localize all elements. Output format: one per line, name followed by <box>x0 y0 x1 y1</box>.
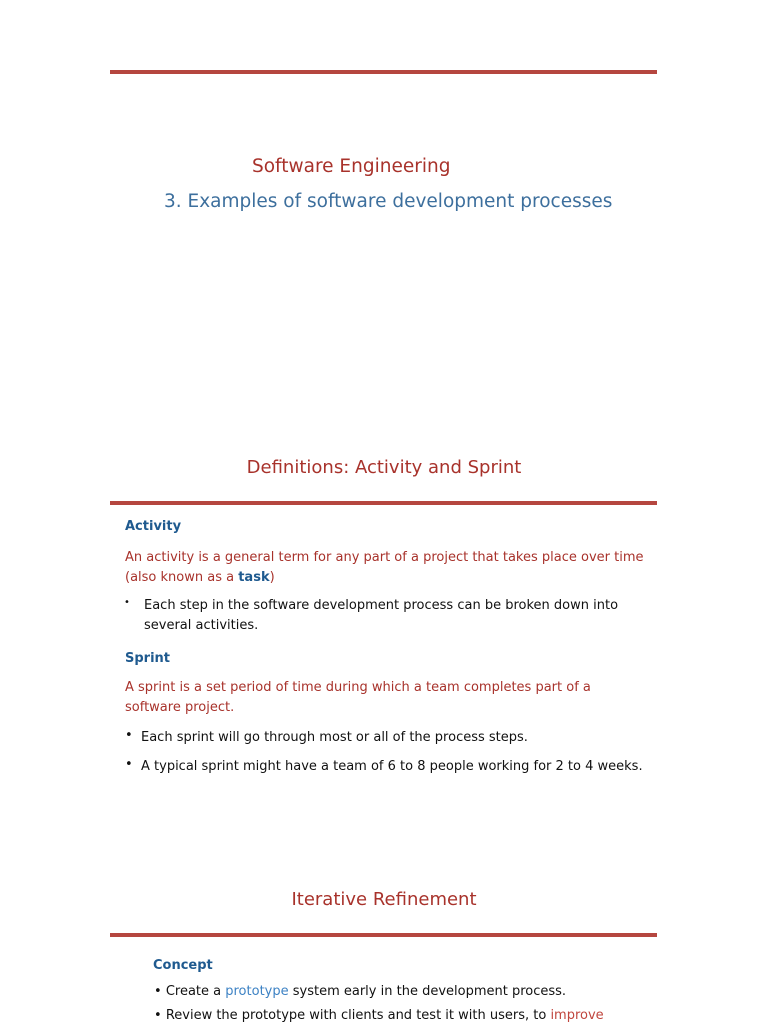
slide3-title: Iterative Refinement <box>291 889 477 910</box>
concept-heading: Concept <box>153 958 213 973</box>
concept-bullet1 <box>154 982 566 1002</box>
slide1-title: Software Engineering <box>252 156 451 177</box>
sprint-definition-line1: A sprint is a set period of time during which a team completes part of a <box>125 680 591 695</box>
activity-heading: Activity <box>125 519 182 534</box>
concept-bullet2-pre: Review the prototype with clients and test it with users, to <box>165 1008 551 1023</box>
task-term: task <box>238 570 270 585</box>
activity-definition-post: ) <box>269 570 275 585</box>
slide2-title: Definitions: Activity and Sprint <box>246 457 522 478</box>
prototype-term: prototype <box>225 984 289 999</box>
concept-bullet1-pre: Create a <box>165 984 226 999</box>
concept-bullet2 <box>154 1006 604 1024</box>
bullet-marker: • <box>154 1008 162 1023</box>
sprint-definition-line2: software project. <box>125 700 235 715</box>
slide1-subtitle: 3. Examples of software development processes <box>164 191 613 212</box>
slide2-rule <box>110 501 657 505</box>
improve-term: improve <box>550 1008 604 1023</box>
sprint-heading: Sprint <box>125 651 171 666</box>
activity-definition-line2 <box>125 568 275 588</box>
sprint-bullet2: A typical sprint might have a team of 6 to 8 people working for 2 to 4 weeks. <box>141 759 643 774</box>
slide1-top-rule <box>110 70 657 74</box>
bullet-marker: • <box>124 597 130 608</box>
bullet-marker: • <box>154 984 162 999</box>
activity-bullet-line1: Each step in the software development process can be broken down into <box>144 598 619 613</box>
activity-definition-line1: An activity is a general term for any part of a project that takes place over time <box>125 550 644 565</box>
concept-bullet1-post: system early in the development process. <box>288 984 567 999</box>
bullet-marker: • <box>125 757 133 772</box>
activity-bullet-line2: several activities. <box>144 618 259 633</box>
bullet-marker: • <box>125 728 133 743</box>
sprint-bullet1: Each sprint will go through most or all of the process steps. <box>141 730 528 745</box>
activity-definition-pre: (also known as a <box>125 570 239 585</box>
slide3-rule <box>110 933 657 937</box>
